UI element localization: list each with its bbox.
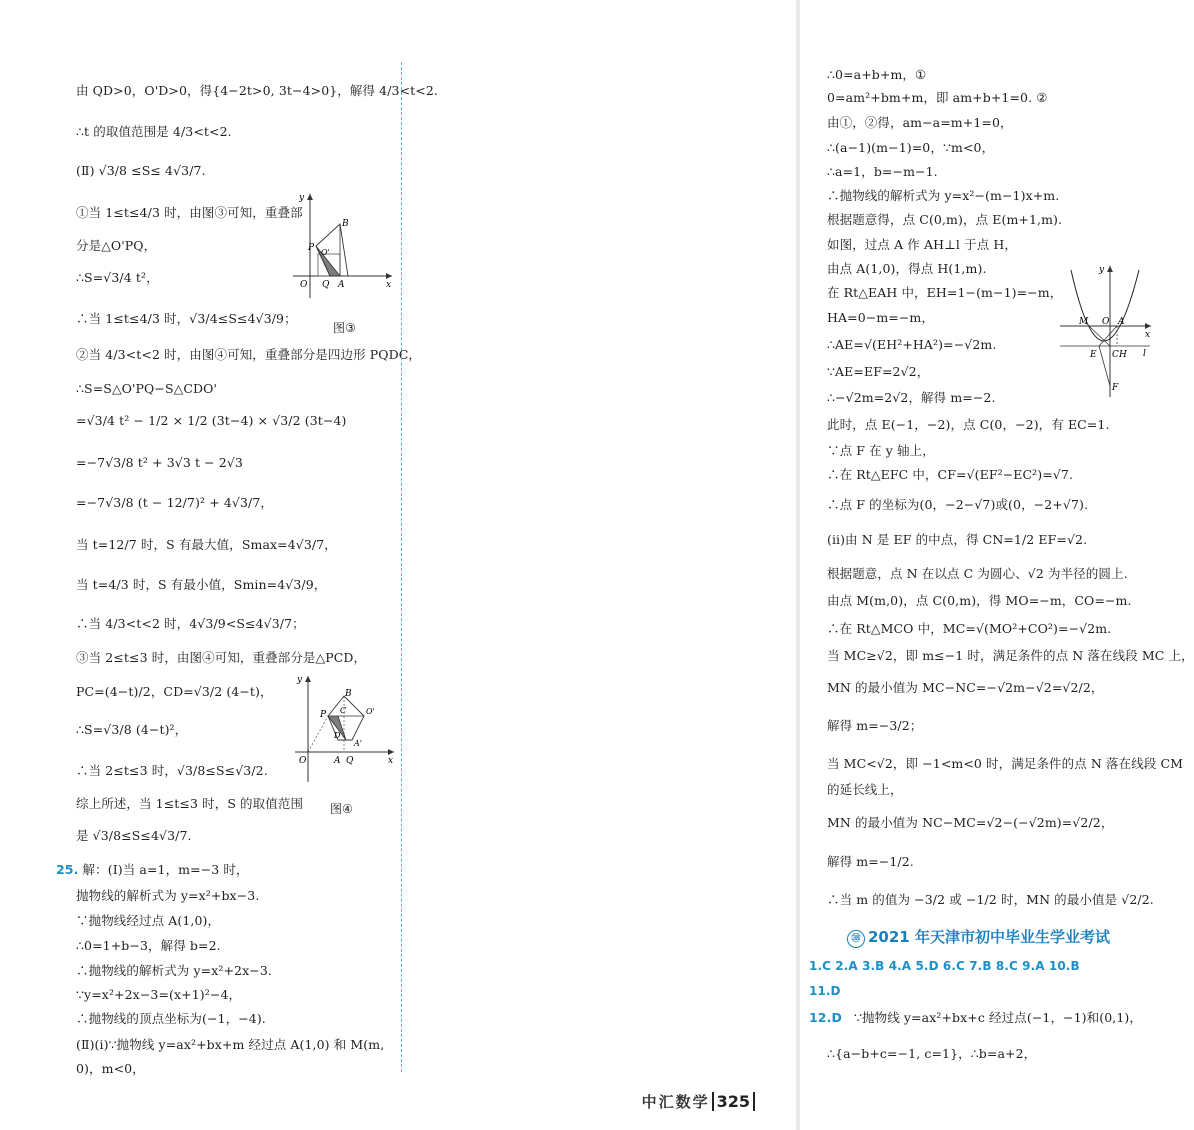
point-label: O	[300, 280, 308, 290]
text-line: ②当 4/3<t<2 时，由图④可知，重叠部分是四边形 PQDC，	[76, 347, 422, 362]
axis-label: y	[297, 675, 303, 685]
text-line: ∴当 4/3<t<2 时，4√3/9<S≤4√3/7；	[76, 616, 305, 631]
text-line: 0)，m<0，	[76, 1061, 145, 1076]
footer-brand: 中汇数学	[641, 1093, 710, 1111]
text-line: 由①，②得，am−a=m+1=0，	[827, 115, 1013, 130]
figure-4-diagram	[290, 672, 400, 787]
text-line: ∵AE=EF=2√2，	[827, 364, 930, 379]
point-label: H	[1119, 350, 1127, 360]
text-line: 综上所述，当 1≤t≤3 时，S 的取值范围	[76, 796, 304, 811]
question-12	[809, 1010, 1142, 1026]
question-number: 12.D	[809, 1010, 842, 1025]
text-line: 分是△O'PQ，	[76, 238, 157, 253]
text-line: 当 t=4/3 时，S 有最小值，Smin=4√3/9，	[76, 577, 327, 592]
text-line: ∴(a−1)(m−1)=0，∵m<0，	[827, 140, 995, 155]
text-line: ∴t 的取值范围是 4/3<t<2.	[76, 124, 232, 139]
point-label: P	[308, 243, 315, 253]
point-label: P	[320, 710, 327, 720]
text-line: 由点 M(m,0)，点 C(0,m)，得 MO=−m，CO=−m.	[827, 593, 1132, 608]
text-line: (Ⅱ)(ⅰ)∵抛物线 y=ax²+bx+m 经过点 A(1,0) 和 M(m,	[76, 1037, 385, 1052]
answer-row: 1.C 2.A 3.B 4.A 5.D 6.C 7.B 8.C 9.A 10.B	[809, 959, 1080, 973]
text-line: MN 的最小值为 NC−MC=√2−(−√2m)=√2/2，	[827, 815, 1114, 830]
text-line: =√3/4 t² − 1/2 × 1/2 (3t−4) × √3/2 (3t−4)	[76, 413, 347, 428]
line-label: l	[1143, 349, 1146, 359]
text-line: ∵抛物线 y=ax²+bx+c 经过点(−1，−1)和(0,1)，	[854, 1010, 1142, 1025]
text-line: 的延长线上，	[827, 782, 903, 797]
text-line: ∴0=a+b+m，①	[827, 67, 927, 82]
text-line: 根据题意得，点 C(0,m)，点 E(m+1,m).	[827, 212, 1063, 227]
section-title	[847, 926, 1110, 948]
point-label: D	[334, 731, 341, 740]
text-line: 根据题意，点 N 在以点 C 为圆心、√2 为半径的圆上.	[827, 566, 1128, 581]
text-line: PC=(4−t)/2，CD=√3/2 (4−t)，	[76, 684, 273, 699]
text-line: ∴抛物线的顶点坐标为(−1，−4).	[76, 1011, 266, 1026]
text-line: 当 MC≥√2，即 m≤−1 时，满足条件的点 N 落在线段 MC 上，	[827, 648, 1194, 663]
axis-label: y	[1099, 265, 1105, 275]
right-column	[400, 0, 1194, 1070]
page-edge	[796, 0, 800, 1130]
figure-3-diagram	[288, 190, 398, 302]
figure-4-caption: 图④	[330, 802, 353, 816]
point-label: A'	[354, 739, 362, 748]
text-line: 当 MC<√2，即 −1<m<0 时，满足条件的点 N 落在线段 CM	[827, 756, 1184, 771]
text-line: ∴在 Rt△MCO 中，MC=√(MO²+CO²)=−√2m.	[827, 621, 1112, 636]
point-label: Q	[346, 756, 354, 766]
text-line: (Ⅱ) √3/8 ≤S≤ 4√3/7.	[76, 163, 206, 178]
text-line: 当 t=12/7 时，S 有最大值，Smax=4√3/7，	[76, 537, 337, 552]
text-line: ∵点 F 在 y 轴上，	[827, 443, 935, 458]
text-line: ∴0=1+b−3，解得 b=2.	[76, 938, 221, 953]
axis-label: x	[388, 756, 394, 766]
text-line: ∴a=1，b=−m−1.	[827, 164, 938, 179]
answer-row: 11.D	[809, 984, 841, 998]
text-line: ∴−√2m=2√2，解得 m=−2.	[827, 390, 996, 405]
page-footer	[642, 1091, 755, 1112]
text-line: ∴AE=√(EH²+HA²)=−√2m.	[827, 337, 997, 352]
point-label: A	[334, 756, 341, 766]
point-label: B	[345, 689, 352, 699]
text-line: ∴抛物线的解析式为 y=x²−(m−1)x+m.	[827, 188, 1060, 203]
question-number: 25.	[56, 862, 79, 877]
text-line: 解得 m=−3/2；	[827, 718, 923, 733]
point-label: A	[338, 280, 345, 290]
text-line: ∴当 1≤t≤4/3 时，√3/4≤S≤4√3/9；	[76, 311, 297, 326]
point-label: E	[1090, 350, 1097, 360]
point-label: A	[1118, 317, 1125, 327]
point-label: C	[340, 706, 347, 715]
point-label: C	[1112, 350, 1119, 360]
text-line: ③当 2≤t≤3 时，由图④可知，重叠部分是△PCD，	[76, 650, 367, 665]
text-line: ∴{a−b+c=−1, c=1}，∴b=a+2，	[827, 1046, 1037, 1061]
text-line: ∴S=√3/4 t²，	[76, 270, 159, 285]
text-line: ∴当 2≤t≤3 时，√3/8≤S≤√3/2.	[76, 763, 268, 778]
text-line: ∴在 Rt△EFC 中，CF=√(EF²−EC²)=√7.	[827, 467, 1074, 482]
text-line: ∴当 m 的值为 −3/2 或 −1/2 时，MN 的最小值是 √2/2.	[827, 892, 1154, 907]
point-label: O'	[321, 248, 330, 257]
point-label: Q	[322, 280, 330, 290]
text-line: 如图，过点 A 作 AH⊥l 于点 H，	[827, 237, 1017, 252]
text-line: MN 的最小值为 MC−NC=−√2m−√2=√2/2，	[827, 680, 1104, 695]
figure-3-caption: 图③	[333, 321, 356, 335]
text-line: 由 QD>0，O'D>0，得{4−2t>0, 3t−4>0}，解得 4/3<t<2.	[76, 83, 439, 98]
axis-label: x	[1145, 330, 1151, 340]
text-line: 抛物线的解析式为 y=x²+bx−3.	[76, 888, 260, 903]
section-badge: ㊳	[847, 930, 865, 948]
text-line: ∵y=x²+2x−3=(x+1)²−4，	[76, 987, 242, 1002]
text-line: 此时，点 E(−1，−2)，点 C(0，−2)，有 EC=1.	[827, 417, 1110, 432]
text-line: =−7√3/8 (t − 12/7)² + 4√3/7，	[76, 495, 273, 510]
point-label: M	[1079, 317, 1089, 327]
point-label: F	[1112, 383, 1119, 393]
text-line: 由点 A(1,0)，得点 H(1,m).	[827, 261, 987, 276]
point-label: O	[299, 756, 307, 766]
text-line: ∴抛物线的解析式为 y=x²+2x−3.	[76, 963, 272, 978]
axis-label: y	[299, 193, 305, 203]
text-line: ①当 1≤t≤4/3 时，由图③可知，重叠部	[76, 205, 303, 220]
text-line: ∴S=√3/8 (4−t)²，	[76, 722, 188, 737]
text-line: 是 √3/8≤S≤4√3/7.	[76, 828, 192, 843]
left-column	[0, 0, 439, 1076]
page-number: 325	[712, 1092, 755, 1111]
text-line: 解得 m=−1/2.	[827, 854, 914, 869]
section-title-text: 2021 年天津市初中毕业生学业考试	[868, 928, 1110, 946]
text-line: (ⅱ)由 N 是 EF 的中点，得 CN=1/2 EF=√2.	[827, 532, 1088, 547]
point-label: B	[342, 219, 349, 229]
text-line: ∴S=S△O'PQ−S△CDO'	[76, 381, 218, 396]
point-label: O	[1102, 317, 1110, 327]
axis-label: x	[386, 280, 392, 290]
point-label: O'	[366, 707, 375, 716]
text-line: 解：(Ⅰ)当 a=1，m=−3 时，	[82, 862, 249, 877]
text-line: =−7√3/8 t² + 3√3 t − 2√3	[76, 455, 243, 470]
text-line: ∵抛物线经过点 A(1,0)，	[76, 913, 221, 928]
parabola-figure	[1055, 262, 1155, 402]
text-line: 0=am²+bm+m，即 am+b+1=0. ②	[827, 90, 1048, 105]
text-line: HA=0−m=−m，	[827, 310, 934, 325]
question-25	[56, 862, 249, 878]
text-line: ∴点 F 的坐标为(0，−2−√7)或(0，−2+√7).	[827, 497, 1089, 512]
text-line: 在 Rt△EAH 中，EH=1−(m−1)=−m，	[827, 285, 1063, 300]
